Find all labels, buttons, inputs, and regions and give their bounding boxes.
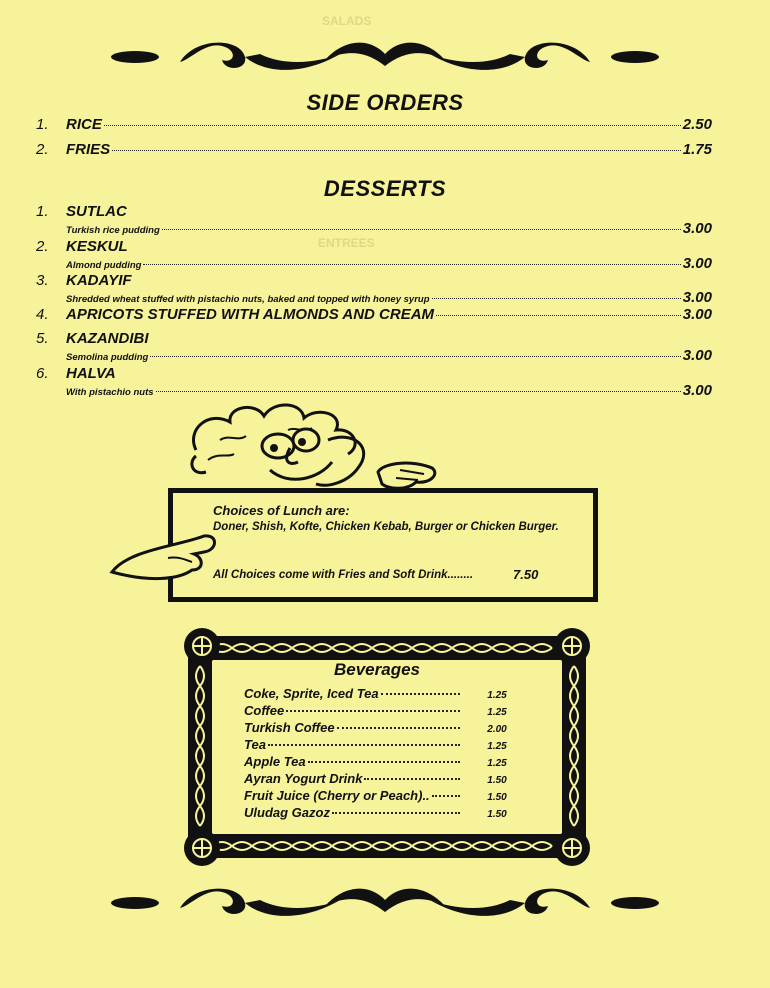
item-price: 1.75 <box>682 141 712 158</box>
item-price: 3.00 <box>682 220 712 237</box>
item-number: 4. <box>36 306 49 323</box>
beverage-price: 1.25 <box>487 690 507 701</box>
dot-leader <box>381 693 460 695</box>
item-name: HALVA <box>66 365 116 382</box>
dot-leader <box>432 795 460 797</box>
item-name: RICE <box>66 116 102 133</box>
item-price: 3.00 <box>682 382 712 399</box>
beverage-item <box>222 737 532 754</box>
beverage-item <box>222 703 532 720</box>
beverage-name: Fruit Juice (Cherry or Peach).. <box>244 788 430 803</box>
dot-leader <box>364 778 460 780</box>
beverages-list <box>222 660 532 822</box>
item-price: 3.00 <box>682 289 712 306</box>
dot-leader <box>436 315 681 316</box>
dessert-item <box>36 365 712 399</box>
beverage-item <box>222 720 532 737</box>
side-order-item <box>36 141 712 158</box>
item-number: 2. <box>36 141 49 158</box>
beverage-name: Ayran Yogurt Drink <box>244 771 363 786</box>
lunch-special-sign <box>168 488 598 602</box>
cartoon-face-illustration <box>178 400 438 496</box>
beverage-price: 1.25 <box>487 758 507 769</box>
item-name: KESKUL <box>66 238 128 255</box>
item-price: 2.50 <box>682 116 712 133</box>
item-description: Shredded wheat stuffed with pistachio nuts, baked and topped with honey syrup <box>66 294 430 305</box>
beverage-item <box>222 788 532 805</box>
beverage-item <box>222 771 532 788</box>
dot-leader <box>143 264 680 265</box>
dot-leader <box>337 727 460 729</box>
lunch-price: 7.50 <box>513 567 539 582</box>
bleed-through-text: ENTREES <box>318 236 375 250</box>
top-scroll-ornament <box>110 32 660 82</box>
beverage-name: Uludag Gazoz <box>244 805 330 820</box>
beverage-item <box>222 754 532 771</box>
beverages-title: Beverages <box>333 660 420 679</box>
dot-leader <box>150 356 680 357</box>
beverage-price: 1.50 <box>487 775 507 786</box>
beverage-name: Coke, Sprite, Iced Tea <box>244 686 379 701</box>
item-name: APRICOTS STUFFED WITH ALMONDS AND CREAM <box>66 306 435 323</box>
item-price: 3.00 <box>682 306 712 323</box>
beverage-name: Apple Tea <box>244 754 306 769</box>
item-price: 3.00 <box>682 255 712 272</box>
item-number: 5. <box>36 330 49 347</box>
dessert-item <box>36 330 712 364</box>
dot-leader <box>162 229 681 230</box>
item-number: 3. <box>36 272 49 289</box>
beverage-price: 1.25 <box>487 707 507 718</box>
item-name: KAZANDIBI <box>66 330 149 347</box>
item-name: FRIES <box>66 141 111 158</box>
desserts-title: DESSERTS <box>323 176 447 201</box>
lunch-heading: Choices of Lunch are: <box>213 503 350 518</box>
dessert-item <box>36 306 712 323</box>
side-order-item <box>36 116 712 133</box>
item-number: 1. <box>36 203 49 220</box>
dessert-item <box>36 272 712 306</box>
bottom-scroll-ornament <box>110 878 660 928</box>
beverage-item <box>222 686 532 703</box>
lunch-includes: All Choices come with Fries and Soft Drink........ <box>213 569 474 581</box>
item-name: KADAYIF <box>66 272 132 289</box>
dot-leader <box>156 391 681 392</box>
lunch-options: Doner, Shish, Kofte, Chicken Kebab, Burger or Chicken Burger. <box>213 521 559 533</box>
dot-leader <box>268 744 460 746</box>
dot-leader <box>286 710 460 712</box>
beverage-name: Turkish Coffee <box>244 720 335 735</box>
beverage-price: 2.00 <box>487 724 507 735</box>
beverage-name: Tea <box>244 737 266 752</box>
item-description: Semolina pudding <box>66 352 149 363</box>
dot-leader <box>432 298 681 299</box>
item-description: Almond pudding <box>66 260 142 271</box>
pointing-hand-illustration <box>108 528 218 588</box>
dessert-item <box>36 203 712 237</box>
item-description: With pistachio nuts <box>66 387 154 398</box>
item-number: 6. <box>36 365 49 382</box>
dot-leader <box>104 125 681 126</box>
bleed-through-text: SALADS <box>322 14 372 28</box>
item-number: 2. <box>36 238 49 255</box>
beverage-price: 1.50 <box>487 809 507 820</box>
item-number: 1. <box>36 116 49 133</box>
dot-leader <box>332 812 460 814</box>
dot-leader <box>112 150 681 151</box>
item-description: Turkish rice pudding <box>66 225 160 236</box>
item-price: 3.00 <box>682 347 712 364</box>
side-orders-title: SIDE ORDERS <box>306 90 464 115</box>
beverage-price: 1.25 <box>487 741 507 752</box>
beverage-price: 1.50 <box>487 792 507 803</box>
beverage-name: Coffee <box>244 703 285 718</box>
dessert-item <box>36 238 712 272</box>
item-name: SUTLAC <box>66 203 127 220</box>
dot-leader <box>308 761 460 763</box>
beverage-item <box>222 805 532 822</box>
